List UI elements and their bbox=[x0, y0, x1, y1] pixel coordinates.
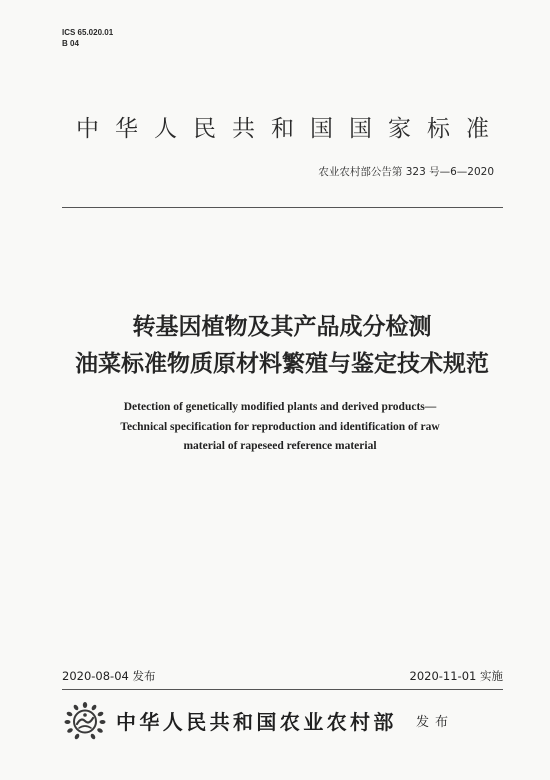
national-standard-heading: 中华人民共和国国家标准 bbox=[76, 116, 505, 142]
issue-label: 发布 bbox=[416, 715, 455, 730]
ics-code: ICS 65.020.01 bbox=[62, 28, 114, 37]
classification-code: B 04 bbox=[62, 39, 79, 48]
announcement-number: 农业农村部公告第 323 号—6—2020 bbox=[318, 166, 494, 178]
ministry-emblem-icon bbox=[63, 702, 107, 740]
implementation-date: 2020-11-01 实施 bbox=[409, 669, 503, 683]
english-title-line-3: material of rapeseed reference material bbox=[183, 440, 377, 452]
english-title-line-1: Detection of genetically modified plants and derived products— bbox=[123, 401, 437, 413]
chinese-title-line-1: 转基因植物及其产品成分检测 bbox=[132, 314, 432, 340]
issuing-authority: 中华人民共和国农业农村部 bbox=[116, 710, 397, 734]
english-title bbox=[0, 398, 550, 457]
issue-date: 2020-08-04 发布 bbox=[62, 669, 156, 683]
bottom-divider bbox=[62, 689, 503, 690]
top-divider bbox=[62, 207, 503, 208]
chinese-title-line-2: 油菜标准物质原材料繁殖与鉴定技术规范 bbox=[75, 351, 489, 377]
english-title-line-2: Technical specification for reproduction and identification of raw bbox=[120, 420, 440, 433]
